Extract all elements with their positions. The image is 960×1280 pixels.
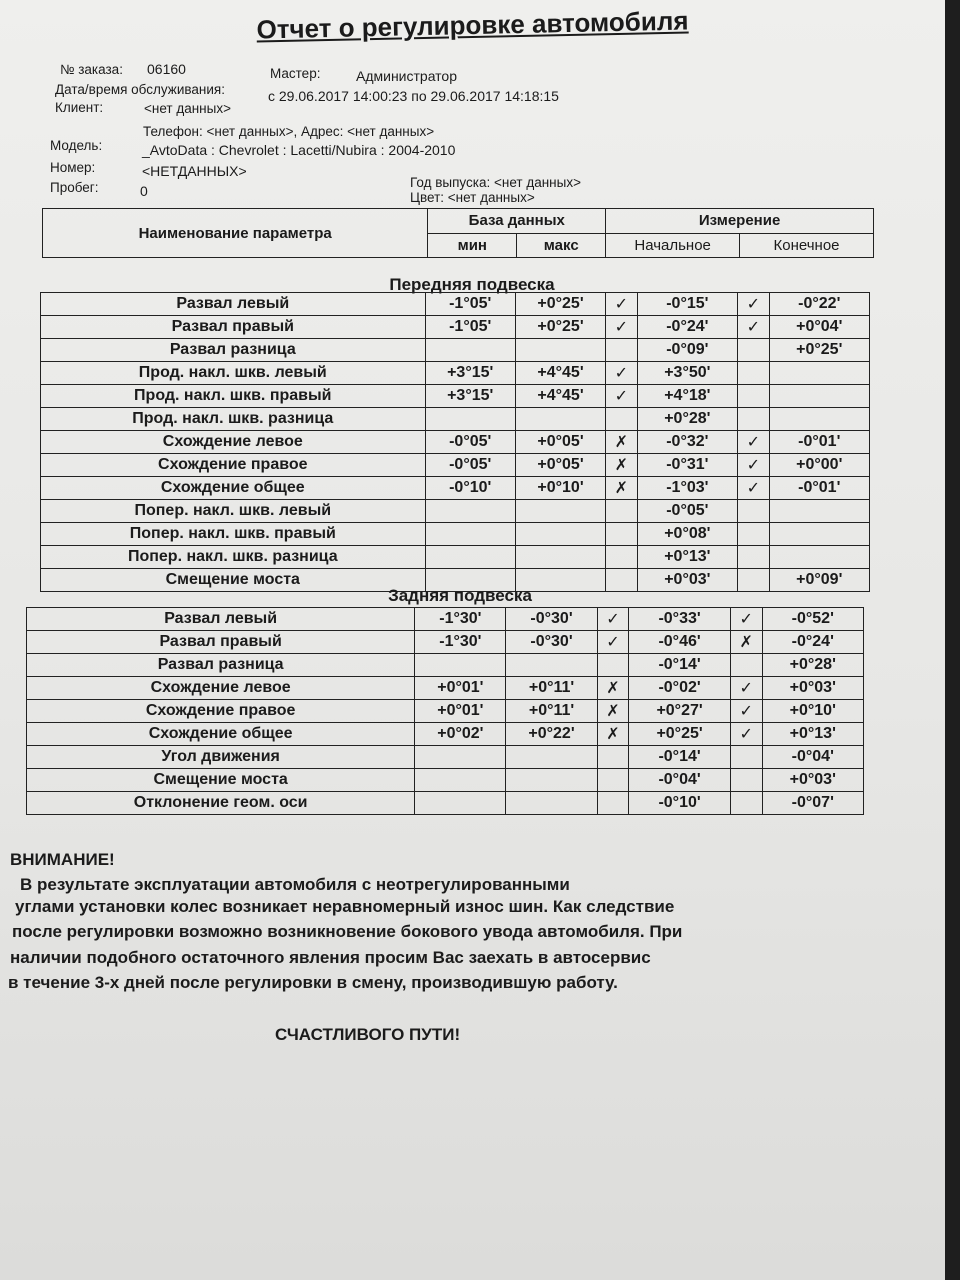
final-value: -0°01' bbox=[769, 477, 869, 500]
final-value: -0°01' bbox=[769, 431, 869, 454]
min-value: -1°05' bbox=[425, 316, 515, 339]
min-value: +3°15' bbox=[425, 385, 515, 408]
final-status bbox=[738, 500, 769, 523]
table-row bbox=[41, 408, 870, 431]
model-value: _AvtoData : Chevrolet : Lacetti/Nubira : 2004-2010 bbox=[142, 142, 456, 158]
warning-line-3: после регулировки возможно возникновение бокового увода автомобиля. При bbox=[12, 922, 683, 941]
final-status bbox=[738, 546, 769, 569]
initial-value: +0°27' bbox=[629, 700, 730, 723]
max-value: +0°25' bbox=[515, 293, 605, 316]
table-header bbox=[42, 208, 874, 258]
min-value: +0°01' bbox=[415, 677, 506, 700]
param-header: Наименование параметра bbox=[43, 209, 428, 258]
max-value bbox=[515, 500, 605, 523]
initial-value: -0°04' bbox=[629, 769, 730, 792]
initial-value: -0°15' bbox=[637, 293, 737, 316]
max-value: +4°45' bbox=[515, 385, 605, 408]
datetime-value: с 29.06.2017 14:00:23 по 29.06.2017 14:18:15 bbox=[268, 88, 559, 104]
initial-value: -0°46' bbox=[629, 631, 730, 654]
rear-suspension-title: Задняя подвеска bbox=[388, 586, 532, 605]
table-row bbox=[27, 654, 864, 677]
initial-status bbox=[597, 769, 629, 792]
final-value bbox=[769, 362, 869, 385]
final-status bbox=[730, 769, 762, 792]
min-value bbox=[425, 500, 515, 523]
phone-address: Телефон: <нет данных>, Адрес: <нет данных> bbox=[143, 124, 435, 139]
param-name: Прод. накл. шкв. разница bbox=[41, 408, 426, 431]
min-value: +3°15' bbox=[425, 362, 515, 385]
warning-title: ВНИМАНИЕ! bbox=[10, 850, 115, 869]
max-value: +0°11' bbox=[506, 677, 597, 700]
initial-status: ✓ bbox=[597, 631, 629, 654]
final-status: ✗ bbox=[730, 631, 762, 654]
mileage-label: Пробег: bbox=[50, 180, 99, 195]
table-row bbox=[27, 677, 864, 700]
max-value: +0°22' bbox=[506, 723, 597, 746]
param-name: Прод. накл. шкв. левый bbox=[41, 362, 426, 385]
final-value: +0°28' bbox=[762, 654, 863, 677]
final-value bbox=[769, 523, 869, 546]
max-value: +0°05' bbox=[515, 454, 605, 477]
color-info: Цвет: <нет данных> bbox=[410, 190, 535, 205]
initial-status bbox=[597, 654, 629, 677]
final-value: -0°52' bbox=[762, 608, 863, 631]
min-value bbox=[425, 339, 515, 362]
final-status: ✓ bbox=[730, 723, 762, 746]
master-value: Администратор bbox=[356, 68, 458, 84]
max-value bbox=[515, 546, 605, 569]
param-name: Схождение правое bbox=[41, 454, 426, 477]
param-name: Развал левый bbox=[41, 293, 426, 316]
min-value bbox=[425, 408, 515, 431]
final-value bbox=[769, 500, 869, 523]
param-name: Схождение общее bbox=[27, 723, 415, 746]
table-row bbox=[27, 700, 864, 723]
initial-value: +4°18' bbox=[637, 385, 737, 408]
year-info: Год выпуска: <нет данных> bbox=[410, 175, 581, 190]
param-name: Попер. накл. шкв. разница bbox=[41, 546, 426, 569]
final-value: +0°10' bbox=[762, 700, 863, 723]
max-value: -0°30' bbox=[506, 608, 597, 631]
order-label: № заказа: bbox=[60, 62, 123, 77]
table-row bbox=[27, 631, 864, 654]
max-value bbox=[515, 523, 605, 546]
initial-status bbox=[606, 500, 637, 523]
initial-value: +0°28' bbox=[637, 408, 737, 431]
param-name: Развал правый bbox=[41, 316, 426, 339]
initial-status: ✗ bbox=[606, 431, 637, 454]
initial-value: -0°32' bbox=[637, 431, 737, 454]
table-row bbox=[41, 316, 870, 339]
final-status: ✓ bbox=[738, 293, 769, 316]
table-row bbox=[27, 792, 864, 815]
final-value: -0°04' bbox=[762, 746, 863, 769]
initial-value: +0°03' bbox=[637, 569, 737, 592]
initial-status: ✗ bbox=[597, 677, 629, 700]
max-value: +0°05' bbox=[515, 431, 605, 454]
final-value: +0°03' bbox=[762, 677, 863, 700]
initial-status: ✗ bbox=[597, 723, 629, 746]
param-name: Развал правый bbox=[27, 631, 415, 654]
min-header: мин bbox=[428, 233, 517, 258]
min-value bbox=[425, 523, 515, 546]
initial-value: +3°50' bbox=[637, 362, 737, 385]
table-row bbox=[41, 546, 870, 569]
final-value bbox=[769, 546, 869, 569]
max-value bbox=[515, 339, 605, 362]
number-label: Номер: bbox=[50, 160, 96, 175]
client-label: Клиент: bbox=[55, 100, 104, 115]
max-value bbox=[506, 746, 597, 769]
warning-line-1: В результате эксплуатации автомобиля с неотрегулированными bbox=[20, 875, 570, 894]
farewell-text: СЧАСТЛИВОГО ПУТИ! bbox=[275, 1025, 461, 1044]
param-name: Схождение правое bbox=[27, 700, 415, 723]
initial-value: -0°33' bbox=[629, 608, 730, 631]
min-value: -0°05' bbox=[425, 431, 515, 454]
initial-status: ✓ bbox=[606, 385, 637, 408]
min-value: -0°05' bbox=[425, 454, 515, 477]
final-value: +0°03' bbox=[762, 769, 863, 792]
table-row bbox=[27, 608, 864, 631]
param-name: Смещение моста bbox=[27, 769, 415, 792]
min-value bbox=[415, 654, 506, 677]
max-value: +4°45' bbox=[515, 362, 605, 385]
max-value: -0°30' bbox=[506, 631, 597, 654]
table-row bbox=[41, 523, 870, 546]
param-name: Попер. накл. шкв. правый bbox=[41, 523, 426, 546]
param-name: Отклонение геом. оси bbox=[27, 792, 415, 815]
table-row bbox=[41, 362, 870, 385]
datetime-label: Дата/время обслуживания: bbox=[55, 82, 225, 97]
initial-status: ✓ bbox=[606, 293, 637, 316]
front-suspension-table bbox=[40, 292, 870, 592]
param-name: Схождение левое bbox=[41, 431, 426, 454]
max-value bbox=[506, 654, 597, 677]
final-status bbox=[730, 746, 762, 769]
warning-line-2: углами установки колес возникает неравномерный износ шин. Как следствие bbox=[15, 897, 675, 916]
min-value: -0°10' bbox=[425, 477, 515, 500]
initial-value: -0°05' bbox=[637, 500, 737, 523]
final-status: ✓ bbox=[730, 700, 762, 723]
final-header: Конечное bbox=[740, 233, 874, 258]
final-status bbox=[730, 654, 762, 677]
rear-suspension-table bbox=[26, 607, 864, 815]
order-value: 06160 bbox=[147, 61, 186, 77]
initial-status: ✓ bbox=[606, 316, 637, 339]
min-value bbox=[415, 792, 506, 815]
mileage-value: 0 bbox=[140, 183, 148, 199]
final-value: +0°25' bbox=[769, 339, 869, 362]
initial-status bbox=[597, 746, 629, 769]
final-value: +0°13' bbox=[762, 723, 863, 746]
min-value: -1°30' bbox=[415, 608, 506, 631]
front-suspension-title: Передняя подвеска bbox=[389, 275, 555, 294]
max-value bbox=[506, 792, 597, 815]
initial-value: -0°14' bbox=[629, 654, 730, 677]
final-status bbox=[730, 792, 762, 815]
number-value: <НЕТДАННЫХ> bbox=[142, 163, 247, 179]
max-value bbox=[515, 408, 605, 431]
max-header: макс bbox=[517, 233, 606, 258]
final-value: -0°24' bbox=[762, 631, 863, 654]
final-status bbox=[738, 339, 769, 362]
initial-value: -0°31' bbox=[637, 454, 737, 477]
initial-value: -0°09' bbox=[637, 339, 737, 362]
initial-value: +0°13' bbox=[637, 546, 737, 569]
initial-value: -0°02' bbox=[629, 677, 730, 700]
initial-status bbox=[597, 792, 629, 815]
initial-value: +0°25' bbox=[629, 723, 730, 746]
table-row bbox=[27, 769, 864, 792]
final-status: ✓ bbox=[730, 608, 762, 631]
initial-status: ✓ bbox=[606, 362, 637, 385]
final-value bbox=[769, 408, 869, 431]
table-row bbox=[41, 500, 870, 523]
initial-status bbox=[606, 339, 637, 362]
param-name: Смещение моста bbox=[41, 569, 426, 592]
final-value: -0°22' bbox=[769, 293, 869, 316]
report-title: Отчет о регулировке автомобиля bbox=[256, 5, 689, 45]
final-status bbox=[738, 408, 769, 431]
max-value bbox=[506, 769, 597, 792]
min-value: -1°30' bbox=[415, 631, 506, 654]
warning-line-4: наличии подобного остаточного явления просим Вас заехать в автосервис bbox=[10, 948, 651, 967]
initial-status bbox=[606, 546, 637, 569]
final-status: ✓ bbox=[738, 316, 769, 339]
table-row bbox=[41, 454, 870, 477]
final-status: ✓ bbox=[738, 454, 769, 477]
client-value: <нет данных> bbox=[144, 101, 231, 116]
param-name: Схождение общее bbox=[41, 477, 426, 500]
final-status bbox=[738, 523, 769, 546]
initial-value: -1°03' bbox=[637, 477, 737, 500]
table-row bbox=[41, 477, 870, 500]
param-name: Развал левый bbox=[27, 608, 415, 631]
master-label: Мастер: bbox=[270, 66, 321, 81]
table-row bbox=[41, 339, 870, 362]
param-name: Прод. накл. шкв. правый bbox=[41, 385, 426, 408]
final-value: -0°07' bbox=[762, 792, 863, 815]
param-name: Попер. накл. шкв. левый bbox=[41, 500, 426, 523]
final-status: ✓ bbox=[730, 677, 762, 700]
table-row bbox=[41, 293, 870, 316]
initial-value: -0°14' bbox=[629, 746, 730, 769]
initial-value: +0°08' bbox=[637, 523, 737, 546]
initial-status: ✗ bbox=[597, 700, 629, 723]
db-header: База данных bbox=[428, 209, 606, 234]
final-status: ✓ bbox=[738, 477, 769, 500]
min-value: -1°05' bbox=[425, 293, 515, 316]
table-row bbox=[27, 746, 864, 769]
measure-header: Измерение bbox=[606, 209, 874, 234]
table-row bbox=[41, 431, 870, 454]
initial-status: ✗ bbox=[606, 454, 637, 477]
max-value: +0°25' bbox=[515, 316, 605, 339]
final-status bbox=[738, 362, 769, 385]
final-value: +0°09' bbox=[769, 569, 869, 592]
param-name: Развал разница bbox=[27, 654, 415, 677]
param-name: Развал разница bbox=[41, 339, 426, 362]
table-row bbox=[41, 385, 870, 408]
initial-status: ✗ bbox=[606, 477, 637, 500]
min-value: +0°01' bbox=[415, 700, 506, 723]
min-value: +0°02' bbox=[415, 723, 506, 746]
min-value bbox=[415, 746, 506, 769]
final-status: ✓ bbox=[738, 431, 769, 454]
final-value bbox=[769, 385, 869, 408]
initial-status: ✓ bbox=[597, 608, 629, 631]
warning-line-5: в течение 3-х дней после регулировки в смену, производившую работу. bbox=[8, 973, 618, 992]
background-edge bbox=[945, 0, 960, 1280]
max-value: +0°10' bbox=[515, 477, 605, 500]
final-value: +0°04' bbox=[769, 316, 869, 339]
model-label: Модель: bbox=[50, 138, 103, 153]
final-status bbox=[738, 385, 769, 408]
table-row bbox=[27, 723, 864, 746]
min-value bbox=[425, 546, 515, 569]
final-value: +0°00' bbox=[769, 454, 869, 477]
initial-value: -0°10' bbox=[629, 792, 730, 815]
max-value: +0°11' bbox=[506, 700, 597, 723]
initial-status bbox=[606, 408, 637, 431]
min-value bbox=[415, 769, 506, 792]
initial-status bbox=[606, 523, 637, 546]
param-name: Угол движения bbox=[27, 746, 415, 769]
initial-header: Начальное bbox=[606, 233, 740, 258]
param-name: Схождение левое bbox=[27, 677, 415, 700]
initial-value: -0°24' bbox=[637, 316, 737, 339]
